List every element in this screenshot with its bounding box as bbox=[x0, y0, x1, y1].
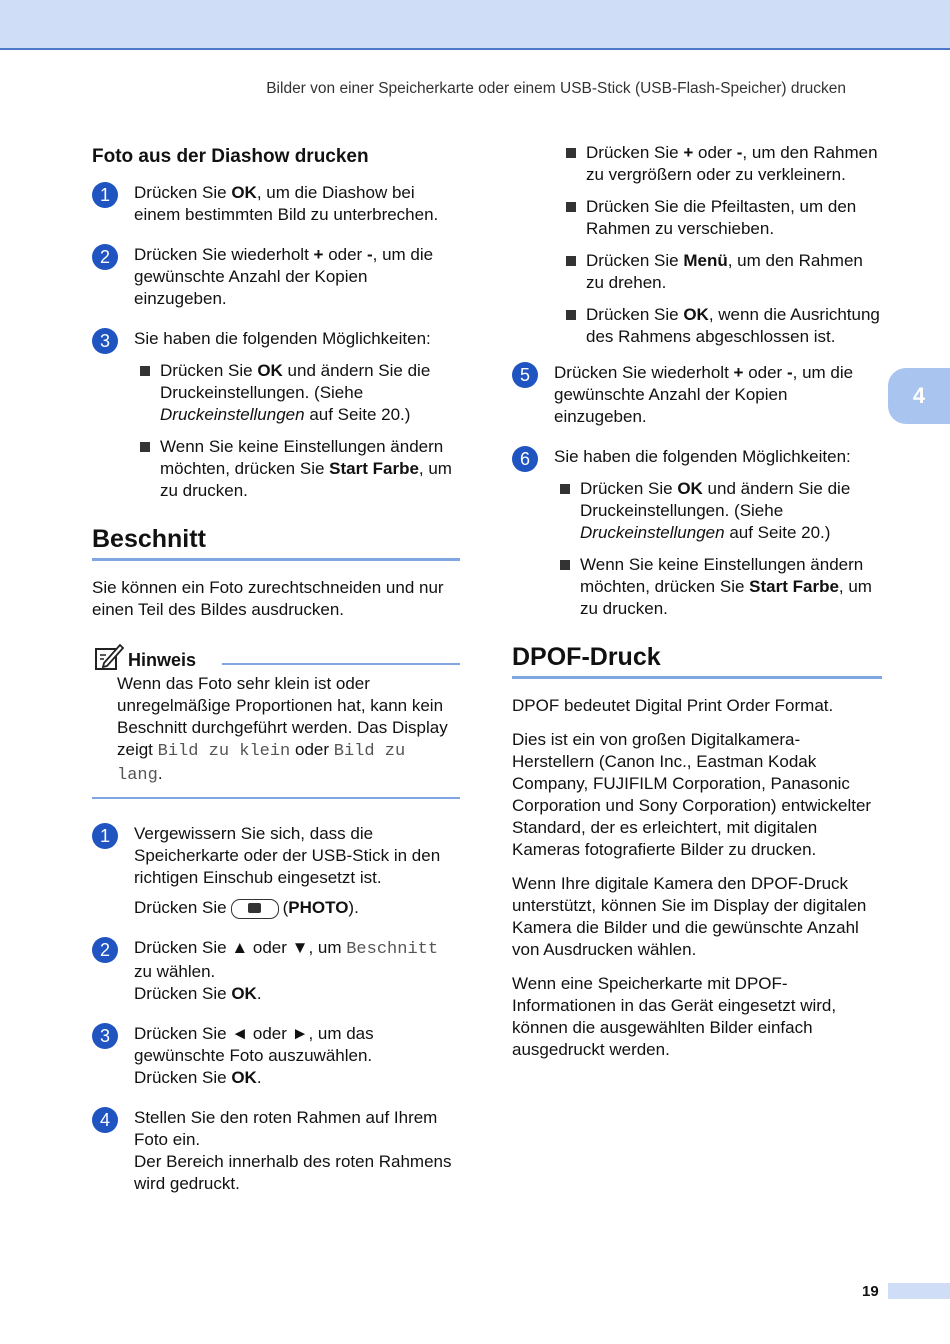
option-item: Drücken Sie OK, wenn die Ausrichtung des Rahmens abgeschlossen ist. bbox=[560, 304, 882, 348]
step-text: Drücken Sie wiederholt + oder -, um die gewünschte Anzahl der Kopien einzugeben. bbox=[134, 245, 434, 308]
step-text: Sie haben die folgenden Möglichkeiten: bbox=[554, 447, 851, 466]
beschnitt-step-6 bbox=[512, 446, 882, 620]
beschnitt-step-2 bbox=[92, 937, 460, 1005]
dpof-paragraph: Wenn eine Speicherkarte mit DPOF-Informationen in das Gerät eingesetzt wird, können die ausgewählten Bilder einfach ausgedruckt werden. bbox=[512, 974, 837, 1059]
note-box bbox=[92, 643, 460, 799]
step-number-badge: 2 bbox=[92, 937, 118, 963]
beschnitt-step-4 bbox=[92, 1107, 460, 1195]
right-column bbox=[512, 142, 882, 1073]
dpof-paragraph: DPOF bedeutet Digital Print Order Format. bbox=[512, 696, 834, 715]
step-text: Sie haben die folgenden Möglichkeiten: bbox=[134, 329, 431, 348]
beschnitt-intro: Sie können ein Foto zurechtschneiden und nur einen Teil des Bildes ausdrucken. bbox=[92, 578, 444, 619]
footer-band bbox=[888, 1283, 950, 1299]
diashow-step-3 bbox=[92, 328, 460, 502]
dpof-heading: DPOF-Druck bbox=[512, 646, 882, 679]
step-number-badge: 2 bbox=[92, 244, 118, 270]
step-number-badge: 3 bbox=[92, 328, 118, 354]
option-item: Drücken Sie Menü, um den Rahmen zu drehen. bbox=[560, 250, 882, 294]
top-header-band bbox=[0, 0, 950, 50]
page-number: 19 bbox=[862, 1283, 879, 1300]
foto-diashow-heading: Foto aus der Diashow drucken bbox=[92, 146, 369, 167]
beschnitt-step-3 bbox=[92, 1023, 460, 1089]
running-header: Bilder von einer Speicherkarte oder einem USB-Stick (USB-Flash-Speicher) drucken bbox=[266, 80, 846, 97]
option-item: Wenn Sie keine Einstellungen ändern möchten, drücken Sie Start Farbe, um zu drucken. bbox=[134, 436, 460, 502]
dpof-paragraph: Dies ist ein von großen Digitalkamera-Herstellern (Canon Inc., Eastman Kodak Company, FUJIFILM Corporation, Panasonic Corporation und Sony Corporation) entwickelter Standard, der es erleichtert, mit digitalen Kameras fotografierte Bilder zu drucken. bbox=[512, 730, 872, 859]
note-title: Hinweis bbox=[128, 650, 197, 670]
diashow-step-1 bbox=[92, 182, 460, 226]
option-item: Wenn Sie keine Einstellungen ändern möchten, drücken Sie Start Farbe, um zu drucken. bbox=[554, 554, 882, 620]
option-item: Drücken Sie + oder -, um den Rahmen zu vergrößern oder zu verkleinern. bbox=[560, 142, 882, 186]
step-text: Drücken Sie (PHOTO). bbox=[134, 898, 359, 917]
step-number-badge: 1 bbox=[92, 823, 118, 849]
step-number-badge: 3 bbox=[92, 1023, 118, 1049]
option-item: Drücken Sie OK und ändern Sie die Druckeinstellungen. (Siehe Druckeinstellungen auf Seite 20.) bbox=[554, 478, 882, 544]
step-text: Drücken Sie OK, um die Diashow bei einem bestimmten Bild zu unterbrechen. bbox=[134, 183, 439, 224]
option-item: Drücken Sie die Pfeiltasten, um den Rahmen zu verschieben. bbox=[560, 196, 882, 240]
step-text: Stellen Sie den roten Rahmen auf Ihrem Foto ein. Der Bereich innerhalb des roten Rahmens wird gedruckt. bbox=[134, 1108, 452, 1193]
beschnitt-step-5 bbox=[512, 362, 882, 428]
step-number-badge: 6 bbox=[512, 446, 538, 472]
beschnitt-heading: Beschnitt bbox=[92, 528, 460, 561]
note-body: Wenn das Foto sehr klein ist oder unregelmäßige Proportionen hat, kann kein Beschnitt durchgeführt werden. Das Display zeigt Bild zu klein oder Bild zu lang. bbox=[92, 673, 460, 799]
note-rule bbox=[222, 663, 460, 665]
step-text: Drücken Sie wiederholt + oder -, um die gewünschte Anzahl der Kopien einzugeben. bbox=[554, 363, 854, 426]
note-pencil-icon bbox=[94, 643, 124, 671]
step-number-badge: 1 bbox=[92, 182, 118, 208]
step-number-badge: 5 bbox=[512, 362, 538, 388]
frame-adjust-options bbox=[512, 142, 882, 348]
option-list bbox=[134, 360, 460, 502]
chapter-tab: 4 bbox=[888, 368, 950, 424]
diashow-step-2 bbox=[92, 244, 460, 310]
step-text: Vergewissern Sie sich, dass die Speicherkarte oder der USB-Stick in den richtigen Einschub eingesetzt ist. bbox=[134, 824, 441, 887]
beschnitt-step-1 bbox=[92, 823, 460, 919]
left-column bbox=[92, 142, 460, 1213]
photo-button-icon bbox=[231, 899, 279, 919]
step-text: Drücken Sie ▲ oder ▼, um Beschnitt zu wählen. Drücken Sie OK. bbox=[134, 938, 439, 1003]
dpof-paragraph: Wenn Ihre digitale Kamera den DPOF-Druck unterstützt, können Sie im Display der digitalen Kamera die Bilder und die gewünschte Anzahl von Ausdrucken wählen. bbox=[512, 874, 867, 959]
step-number-badge: 4 bbox=[92, 1107, 118, 1133]
step-text: Drücken Sie ◄ oder ►, um das gewünschte Foto auszuwählen. Drücken Sie OK. bbox=[134, 1024, 374, 1087]
option-list bbox=[554, 478, 882, 620]
option-item: Drücken Sie OK und ändern Sie die Druckeinstellungen. (Siehe Druckeinstellungen auf Seite 20.) bbox=[134, 360, 460, 426]
